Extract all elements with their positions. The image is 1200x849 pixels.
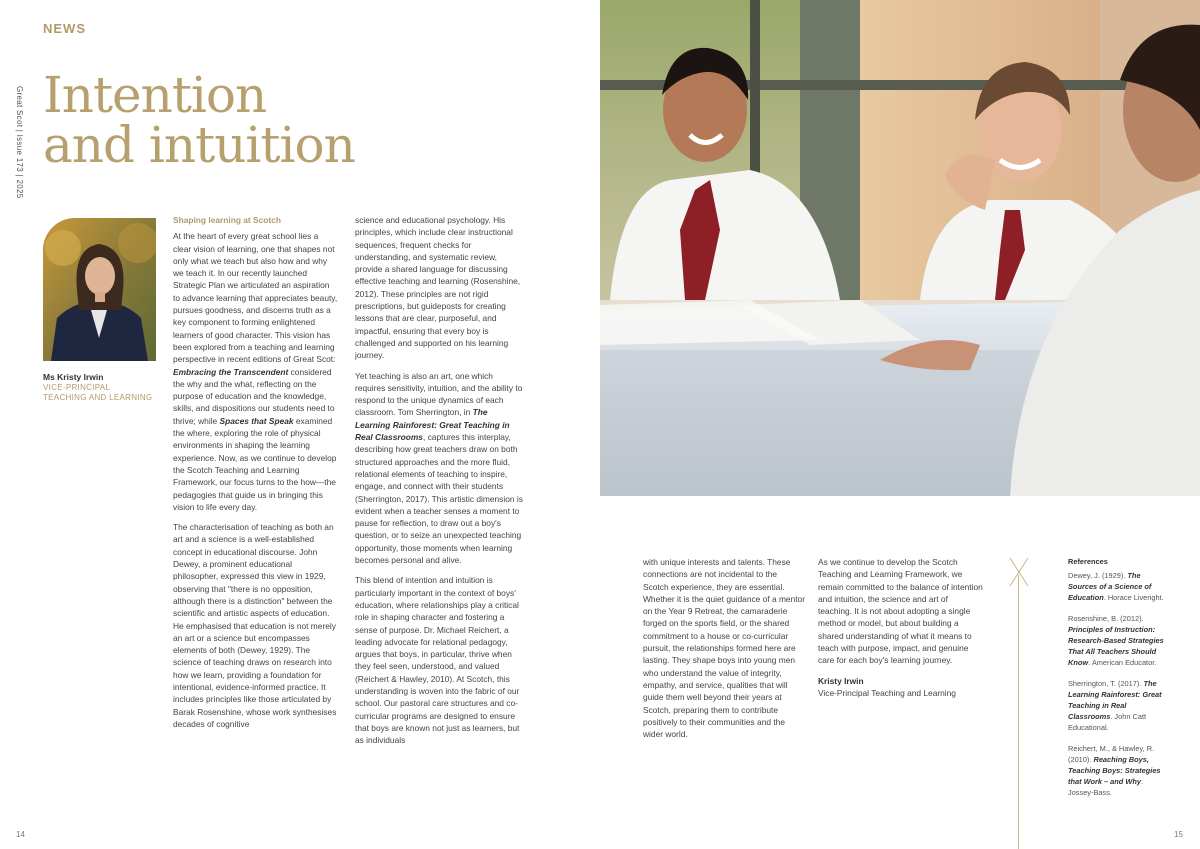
decorative-x-mark — [1008, 556, 1030, 588]
paragraph: The characterisation of teaching as both an art and a science is a well-established concept in educational discourse. John Dewey, a prominent educational philosopher, expressed this view in 1929, observing that "there is no opposition, although there is a distinction" between the scientific and artistic aspects of education. He emphasised that education is not merely an art or a science but encompasses elements of both (Dewey, 1929). The science of teaching draws on research into how we learn, providing a foundation for intentional, evidence-informed practice. It includes principles like those articulated by Barak Rosenshine, whose work synthesises decades of cognitive — [173, 522, 337, 729]
references — [1068, 556, 1168, 808]
classroom-photo — [600, 0, 1200, 496]
paragraph: At the heart of every great school lies a clear vision of learning, one that shapes not only what we teach but also how and why we teach it. In our recently launched Strategic Plan we articulated an aspiration to advance learning that appreciates beauty, pursues goodness, and discerns truth as a key component to forming enlightened learners of good character. This vision has been explored from a teaching and learning perspective in recent editions of Great Scot: Embracing the Transcendent considered the why and the what, reflecting on the purpose of education and the knowledge, skills, and dispositions our students need to thrive; while Spaces that Speak examined the where, exploring the role of physical environments in shaping the learning experience. Now, as we continue to develop the Scotch Teaching and Learning Framework, our focus turns to the how—the pedagogies that guide us in bringing this vision to life every day. — [173, 231, 338, 512]
section-label: NEWS — [43, 21, 86, 36]
article-column-1 — [173, 214, 338, 738]
author-portrait — [43, 218, 156, 361]
title-line-2: and intuition — [43, 116, 355, 174]
signature-role: Vice-Principal Teaching and Learning — [818, 687, 956, 698]
page-number-right: 15 — [1174, 830, 1183, 839]
article-column-4 — [818, 556, 983, 699]
reference-item: Dewey, J. (1929). The Sources of a Science of Education. Horace Liveright. — [1068, 571, 1164, 602]
author-role-line-1: VICE-PRINCIPAL — [43, 383, 111, 392]
paragraph: Yet teaching is also an art, one which requires sensitivity, intuition, and the ability to respond to the unique dynamics of each classroom. Tom Sherrington, in The Learning Rainforest: Great Teaching in Real Classrooms, captures this interplay, describing how great teachers draw on both structured approaches and the more fluid, relational elements of teaching to inspire, engage, and connect with their students (Sherrington, 2017). This artistic dimension is evident when a teacher senses a moment to pause for reflection, to draw out a boy's question, or to seize an unexpected teaching opportunity, those moments when learning becomes personal and alive. — [355, 370, 523, 566]
reference-item: Sherrington, T. (2017). The Learning Rainforest: Great Teaching in Real Classrooms. John Catt Educational. — [1068, 679, 1162, 732]
signature-name: Kristy Irwin — [818, 675, 864, 686]
paragraph: with unique interests and talents. These connections are not incidental to the Scotch experience, they are essential. Whether it is the quiet guidance of a mentor on the Year 9 Retreat, the camaraderie forged on the sports field, or the shared commitment to a house or co-curricular pursuit, the relationships formed here are lasting. They shape boys into young men who understand the value of integrity, empathy, and service, qualities that will guide them well beyond their years at Scotch, preparing them to contribute positively to their communities and the wider world. — [643, 557, 806, 740]
subheading: Shaping learning at Scotch — [173, 215, 281, 225]
article-column-3 — [643, 556, 805, 748]
divider-line — [1018, 575, 1019, 849]
reference-item: Reichert, M., & Hawley, R. (2010). Reaching Boys, Teaching Boys: Strategies that Work – and Why. Jossey-Bass. — [1068, 744, 1161, 797]
paragraph: This blend of intention and intuition is particularly important in the context of boys' education, where relationships play a critical role in shaping character and fostering a sense of purpose. Dr. Michael Reichert, a leading advocate for relational pedagogy, argues that boys, in particular, thrive when they feel seen, understood, and valued (Reichert & Hawley, 2010). At Scotch, this understanding is woven into the fabric of our school. Our pastoral care structures and co-curricular programs are designed to ensure that boys are known not just as learners, but as individuals — [355, 575, 520, 746]
author-role — [43, 383, 152, 403]
article-column-2 — [355, 214, 523, 754]
masthead-text: Great Scot | Issue 173 | 2025 — [15, 86, 24, 199]
paragraph: science and educational psychology. His principles, which include clear instructional sequences, frequent checks for understanding, and systematic review, provide a shared language for discussing effective teaching and learning (Rosenshine, 2012). These principles are not rigid prescriptions, but guideposts for creating lessons that are clear, purposeful, and impactful, ensuring that every boy is challenged and supported on his learning journey. — [355, 215, 521, 361]
masthead-vertical — [9, 86, 29, 199]
page-number-left: 14 — [16, 830, 25, 839]
references-heading: References — [1068, 557, 1108, 566]
title-line-1: Intention — [43, 66, 267, 124]
reference-item: Rosenshine, B. (2012). Principles of Instruction: Research-Based Strategies That All Teachers Should Know. American Educator. — [1068, 614, 1164, 667]
author-role-line-2: TEACHING AND LEARNING — [43, 393, 153, 402]
author-name: Ms Kristy Irwin — [43, 372, 104, 382]
paragraph: As we continue to develop the Scotch Teaching and Learning Framework, we remain committed to the balance of intention and intuition, the science and art of teaching. It is not about adopting a single method or model, but about building a shared understanding of what it means to teach with purpose, impact, and genuine care for each boy's learning journey. — [818, 557, 983, 666]
article-title — [43, 66, 363, 174]
